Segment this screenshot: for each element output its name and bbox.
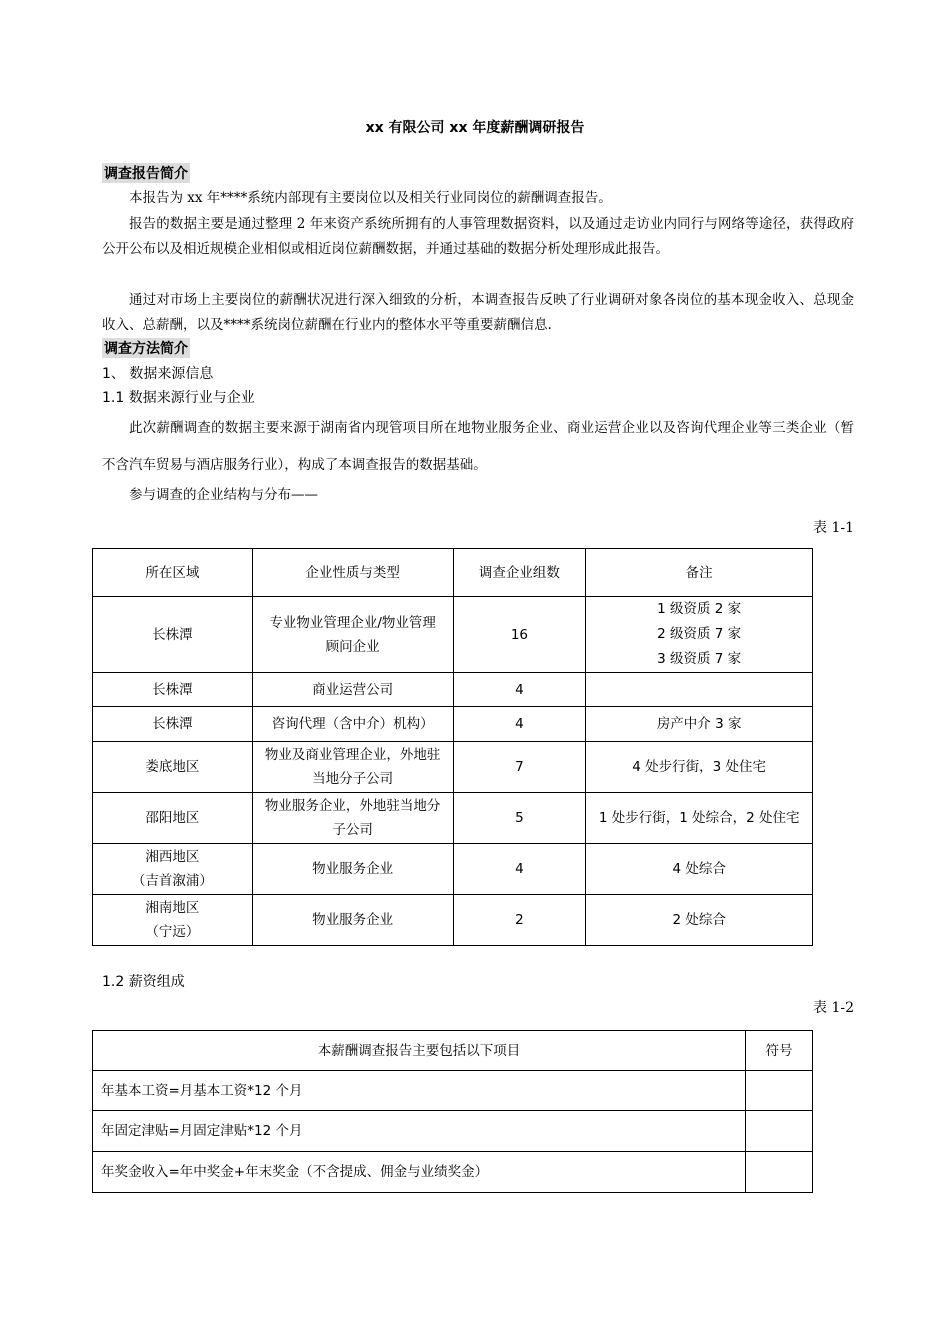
cell-item: 年奖金收入=年中奖金+年末奖金（不含提成、佣金与业绩奖金） xyxy=(93,1152,746,1193)
cell-count: 7 xyxy=(453,742,586,793)
cell-type: 物业及商业管理企业，外地驻当地分子公司 xyxy=(252,742,453,793)
cell-type: 物业服务企业 xyxy=(252,844,453,895)
cell-note: 1 处步行街，1 处综合，2 处住宅 xyxy=(586,793,813,844)
table-row xyxy=(93,895,813,946)
table-row xyxy=(93,707,813,742)
table-row xyxy=(93,1152,813,1193)
header-items: 本薪酬调查报告主要包括以下项目 xyxy=(93,1031,746,1071)
enterprise-distribution-table xyxy=(92,548,813,946)
section-heading-method: 调查方法简介 xyxy=(102,338,190,358)
table-row xyxy=(93,793,813,844)
cell-count: 4 xyxy=(453,673,586,707)
section-heading-intro: 调查报告简介 xyxy=(102,163,190,183)
cell-count: 4 xyxy=(453,844,586,895)
cell-note: 4 处综合 xyxy=(586,844,813,895)
cell-region: 湘南地区 （宁远） xyxy=(93,895,253,946)
cell-note: 房产中介 3 家 xyxy=(586,707,813,742)
intro-paragraph-1: 本报告为 xx 年****系统内部现有主要岗位以及相关行业同岗位的薪酬调查报告。 xyxy=(129,190,612,206)
cell-type: 专业物业管理企业/物业管理顾问企业 xyxy=(252,597,453,673)
table-row xyxy=(93,1071,813,1111)
cell-type: 咨询代理（含中介）机构） xyxy=(252,707,453,742)
subheading-1-2: 1.2 薪资组成 xyxy=(102,974,185,990)
salary-components-table xyxy=(92,1030,813,1193)
intro-paragraph-2: 报告的数据主要是通过整理 2 年来资产系统所拥有的人事管理数据资料，以及通过走访业内同行与网络等途径，获得政府公开公布以及相近规模企业相似或相近岗位薪酬数据，并通过基础的数据分析处理形成此报告。 xyxy=(102,216,854,257)
header-type: 企业性质与类型 xyxy=(252,549,453,597)
structure-intro: 参与调查的企业结构与分布—— xyxy=(129,487,318,503)
table-1-label: 表 1-1 xyxy=(813,520,854,536)
cell-count: 4 xyxy=(453,707,586,742)
list-item-data-source: 1、 数据来源信息 xyxy=(102,366,214,382)
cell-type: 物业服务企业 xyxy=(252,895,453,946)
cell-symbol xyxy=(746,1071,813,1111)
table-row xyxy=(93,742,813,793)
cell-region: 娄底地区 xyxy=(93,742,253,793)
cell-region: 湘西地区 （吉首溆浦） xyxy=(93,844,253,895)
cell-type: 物业服务企业，外地驻当地分子公司 xyxy=(252,793,453,844)
table-row xyxy=(93,844,813,895)
data-source-paragraph: 此次薪酬调查的数据主要来源于湖南省内现管项目所在地物业服务企业、商业运营企业以及咨询代理企业等三类企业（暂不含汽车贸易与酒店服务行业），构成了本调查报告的数据基础。 xyxy=(102,420,854,473)
cell-count: 16 xyxy=(453,597,586,673)
subheading-1-1: 1.1 数据来源行业与企业 xyxy=(102,390,255,406)
header-count: 调查企业组数 xyxy=(453,549,586,597)
cell-symbol xyxy=(746,1111,813,1152)
table-header-row xyxy=(93,549,813,597)
table-2-label: 表 1-2 xyxy=(813,1000,854,1016)
page-title: xx 有限公司 xx 年度薪酬调研报告 xyxy=(365,120,585,136)
cell-note: 2 处综合 xyxy=(586,895,813,946)
cell-note: 1 级资质 2 家 2 级资质 7 家 3 级资质 7 家 xyxy=(586,597,813,673)
cell-item: 年固定津贴=月固定津贴*12 个月 xyxy=(93,1111,746,1152)
table-row xyxy=(93,597,813,673)
cell-item: 年基本工资=月基本工资*12 个月 xyxy=(93,1071,746,1111)
table-row xyxy=(93,1111,813,1152)
cell-region: 长株潭 xyxy=(93,597,253,673)
cell-region: 长株潭 xyxy=(93,673,253,707)
cell-region: 长株潭 xyxy=(93,707,253,742)
cell-note: 4 处步行街，3 处住宅 xyxy=(586,742,813,793)
header-note: 备注 xyxy=(586,549,813,597)
cell-note xyxy=(586,673,813,707)
cell-count: 2 xyxy=(453,895,586,946)
cell-type: 商业运营公司 xyxy=(252,673,453,707)
cell-symbol xyxy=(746,1152,813,1193)
table-header-row xyxy=(93,1031,813,1071)
header-region: 所在区域 xyxy=(93,549,253,597)
cell-count: 5 xyxy=(453,793,586,844)
intro-paragraph-3: 通过对市场上主要岗位的薪酬状况进行深入细致的分析，本调查报告反映了行业调研对象各岗位的基本现金收入、总现金收入、总薪酬，以及****系统岗位薪酬在行业内的整体水平等重要薪酬信息. xyxy=(102,292,854,333)
header-symbol: 符号 xyxy=(746,1031,813,1071)
cell-region: 邵阳地区 xyxy=(93,793,253,844)
table-row xyxy=(93,673,813,707)
